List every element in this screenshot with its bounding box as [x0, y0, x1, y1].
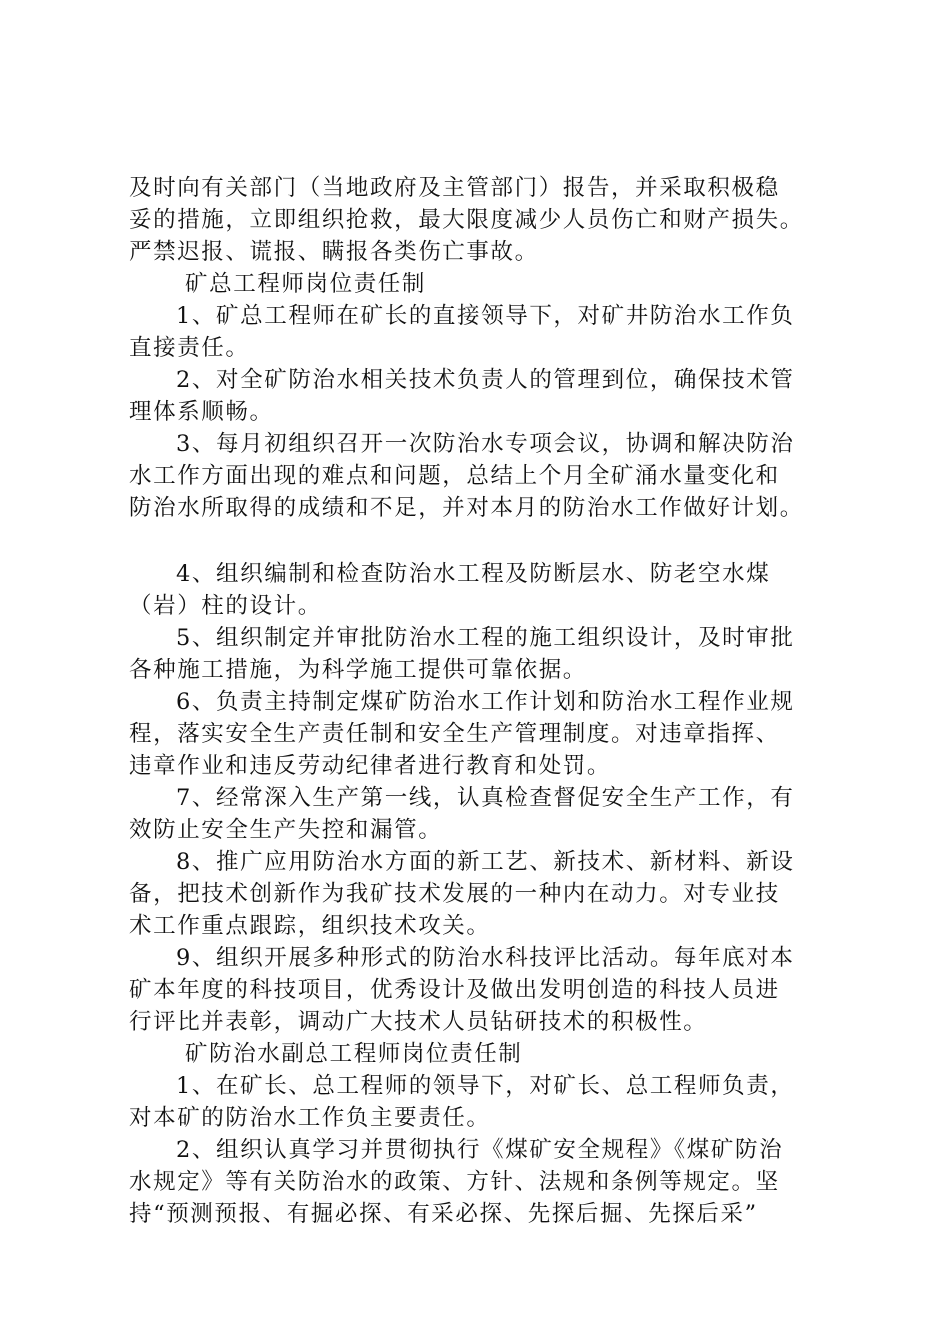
text-line: 4、组织编制和检查防治水工程及防断层水、防老空水煤: [176, 561, 771, 587]
text-line: 2、对全矿防治水相关技术负责人的管理到位，确保技术管: [176, 367, 795, 393]
paragraph-deputy-item-1: [129, 1070, 849, 1102]
section-heading-deputy-chief-engineer: 矿防治水副总工程师岗位责任制: [185, 1041, 523, 1067]
text-line: 1、在矿长、总工程师的领导下，对矿长、总工程师负责，: [176, 1073, 795, 1099]
paragraph-item-1-cont: [129, 332, 849, 364]
text-line: （岩）柱的设计。: [129, 593, 322, 619]
text-line: 9、组织开展多种形式的防治水科技评比活动。每年底对本: [176, 945, 795, 971]
text-line: 矿本年度的科技项目，优秀设计及做出发明创造的科技人员进: [129, 977, 780, 1003]
paragraph-item-8-cont: [129, 878, 849, 942]
paragraph-item-3: [129, 428, 849, 460]
paragraph-item-7: [129, 782, 849, 814]
document-page: [129, 172, 849, 1230]
paragraph-item-7-cont: [129, 814, 849, 846]
text-line: 各种施工措施，为科学施工提供可靠依据。: [129, 657, 587, 683]
text-line: 8、推广应用防治水方面的新工艺、新技术、新材料、新设: [176, 849, 795, 875]
text-line: 违章作业和违反劳动纪律者进行教育和处罚。: [129, 753, 612, 779]
text-line: 效防止安全生产失控和漏管。: [129, 817, 443, 843]
paragraph-item-1: [129, 300, 849, 332]
paragraph-item-2-cont: [129, 396, 849, 428]
section-heading-chief-engineer: 矿总工程师岗位责任制: [185, 271, 427, 297]
text-line: 6、负责主持制定煤矿防治水工作计划和防治水工程作业规: [176, 689, 795, 715]
text-line: 2、组织认真学习并贯彻执行《煤矿安全规程》《煤矿防治: [176, 1137, 784, 1163]
text-line: 妥的措施，立即组织抢救，最大限度减少人员伤亡和财产损失。: [129, 207, 804, 233]
paragraph-item-3-cont: [129, 460, 849, 524]
paragraph-item-9-cont: [129, 974, 849, 1038]
text-line: 防治水所取得的成绩和不足，并对本月的防治水工作做好计划。: [129, 495, 804, 521]
text-line: 7、经常深入生产第一线，认真检查督促安全生产工作，有: [176, 785, 795, 811]
text-line: 对本矿的防治水工作负主要责任。: [129, 1105, 491, 1131]
text-line: 3、每月初组织召开一次防治水专项会议，协调和解决防治: [176, 431, 795, 457]
text-line: 严禁迟报、谎报、瞒报各类伤亡事故。: [129, 239, 539, 265]
paragraph-deputy-item-2: [129, 1134, 849, 1166]
text-line: 术工作重点跟踪，组织技术攻关。: [129, 913, 491, 939]
text-line: 水工作方面出现的难点和问题，总结上个月全矿涌水量变化和: [129, 463, 780, 489]
paragraph-item-5: [129, 622, 849, 654]
paragraph-deputy-item-2-cont: [129, 1166, 849, 1230]
text-line: 及时向有关部门（当地政府及主管部门）报告，并采取积极稳: [129, 175, 780, 201]
text-line: 持“预测预报、有掘必探、有采必探、先探后掘、先探后采”: [129, 1201, 758, 1227]
paragraph-item-4: [129, 558, 849, 590]
paragraph-item-5-cont: [129, 654, 849, 686]
text-line: 直接责任。: [129, 335, 250, 361]
paragraph-item-4-cont: [129, 590, 849, 622]
text-line: 5、组织制定并审批防治水工程的施工组织设计，及时审批: [176, 625, 795, 651]
paragraph-item-6-cont: [129, 718, 849, 782]
text-line: 程，落实安全生产责任制和安全生产管理制度。对违章指挥、: [129, 721, 780, 747]
text-line: 水规定》等有关防治水的政策、方针、法规和条例等规定。坚: [129, 1169, 780, 1195]
text-line: 备，把技术创新作为我矿技术发展的一种内在动力。对专业技: [129, 881, 780, 907]
paragraph-item-2: [129, 364, 849, 396]
paragraph-item-9: [129, 942, 849, 974]
paragraph-accident-reporting: [129, 172, 849, 268]
paragraph-deputy-item-1-cont: [129, 1102, 849, 1134]
text-line: 1、矿总工程师在矿长的直接领导下，对矿井防治水工作负: [176, 303, 795, 329]
paragraph-item-6: [129, 686, 849, 718]
paragraph-item-8: [129, 846, 849, 878]
text-line: 理体系顺畅。: [129, 399, 274, 425]
text-line: 行评比并表彰，调动广大技术人员钻研技术的积极性。: [129, 1009, 708, 1035]
